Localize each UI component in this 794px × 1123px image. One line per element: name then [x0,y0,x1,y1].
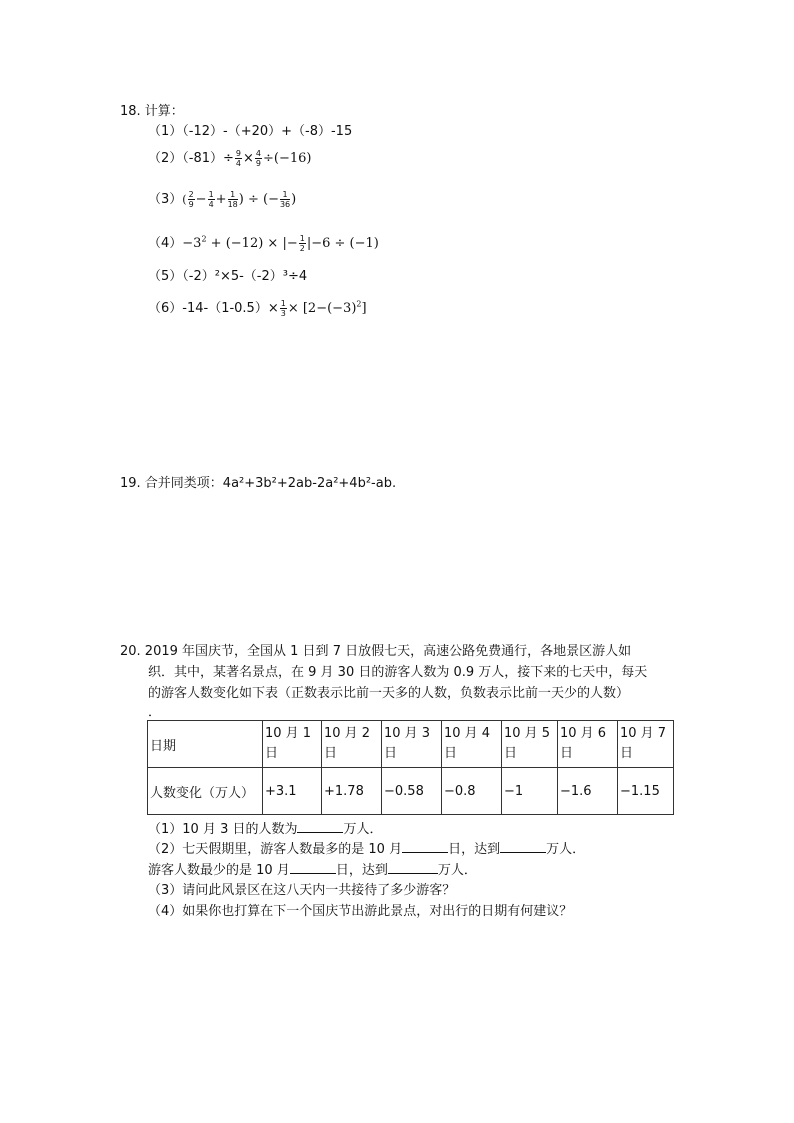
fraction: $\frac{1}{18}$ [227,190,238,209]
table-row [148,768,674,815]
q18-item-4-part1: −3 [182,236,202,251]
q20-sub-3: （3）请问此风景区在这八天内一共接待了多少游客？ [148,883,456,898]
q18-item-6-prefix: （6）-14-（1-0.5）× [148,301,279,316]
q20-sub-1 [148,818,383,837]
table-cell: 10 月 7 日 [618,721,674,768]
q20-sub-2 [148,838,585,857]
exponent: 2 [201,234,207,244]
table-cell: −1.6 [558,768,618,815]
q20-sub-2-min-text: 游客人数最少的是 10 月 [148,863,290,878]
q18-item-2 [148,147,311,168]
q20-sub-2-min-reach: 日，达到 [335,863,388,878]
table-cell: 10 月 6 日 [558,721,618,768]
minus-sign: − [195,192,207,207]
table-cell: −0.8 [442,768,502,815]
q20-sub-1-text: （1）10 月 3 日的人数为 [148,822,298,837]
q18-item-5: （5）（-2）²×5-（-2）³÷4 [148,269,308,284]
table-cell: 10 月 1 日 [263,721,322,768]
answer-blank[interactable] [402,840,448,853]
table-header-change: 人数变化（万人） [148,768,263,815]
times-sign: × [243,151,254,166]
exponent: 2 [356,299,362,309]
q18-item-2-prefix: （2）（-81）÷ [148,151,234,166]
table-cell: 10 月 3 日 [382,721,442,768]
table-cell: −1.15 [618,768,674,815]
close-bracket: ] [361,301,367,316]
fraction: $\frac{1}{3}$ [280,299,286,318]
fraction: $\frac{2}{9}$ [188,190,194,209]
q20-line-1: 20. 2019 年国庆节，全国从 1 日到 7 日放假七天，高速公路免费通行，各地景区游人如 [120,644,632,659]
q20-line-4: ． [148,705,162,720]
table-cell: 10 月 5 日 [502,721,558,768]
q18-item-4-part3: |−6 ÷ (−1) [306,236,379,251]
table-cell: 10 月 4 日 [442,721,502,768]
q20-sub-2-text: （2）七天假期里，游客人数最多的是 10 月 [148,842,403,857]
table-cell: −1 [502,768,558,815]
fraction: $\frac{1}{36}$ [279,190,291,209]
table-cell: −0.58 [382,768,442,815]
q18-item-6 [148,297,367,318]
q20-sub-2-unit: 万人． [546,842,586,857]
q18-item-6-rest: × [2−(−3) [287,301,357,316]
q18-item-4 [148,232,379,253]
fraction: $\frac{1}{4}$ [208,190,214,209]
plus-sign: + [215,192,227,207]
q18-item-1: （1）（-12）-（+20）+（-8）-15 [148,124,353,139]
q18-item-3-label: （3） [148,192,183,207]
answer-blank[interactable] [388,861,438,874]
answer-blank[interactable] [297,820,343,833]
table-row [148,721,674,768]
fraction: $\frac{1}{2}$ [299,234,305,253]
q20-line-3: 的游客人数变化如下表（正数表示比前一天多的人数，负数表示比前一天少的人数） [148,686,630,701]
q20-sub-2-min-unit: 万人． [437,863,477,878]
answer-blank[interactable] [290,861,336,874]
q20-sub-1-unit: 万人． [343,822,383,837]
q18-heading: 18. 计算： [120,104,184,119]
q20-sub-2-reach: 日，达到 [448,842,501,857]
q18-item-4-label: （4） [148,236,183,251]
table-cell: 10 月 2 日 [322,721,382,768]
fraction: $\frac{4}{9}$ [255,149,261,168]
q18-item-2-rest: ÷(−16) [263,151,312,166]
q19-text: 19. 合并同类项：4a²+3b²+2ab-2a²+4b²-ab. [120,476,397,491]
q18-item-3: （3）( $\frac{2}{9}$ − $\frac{1}{4}$ + $\frac{1}{18}$ ) ÷ (− $\frac{1}{36}$ ) [148,190,297,209]
divide-sign: ) ÷ (− [238,192,279,207]
q20-sub-2-min [148,859,477,878]
answer-blank[interactable] [500,840,546,853]
table-cell: +1.78 [322,768,382,815]
q18-item-4-part2: + (−12) × |− [206,236,298,251]
fraction: $\frac{9}{4}$ [235,149,241,168]
q20-sub-4: （4）如果你也打算在下一个国庆节出游此景点，对出行的日期有何建议？ [148,904,573,919]
q20-line-2: 织．其中，某著名景点，在 9 月 30 日的游客人数为 0.9 万人，接下来的七天中，每天 [148,665,648,680]
visitor-change-table [147,720,674,815]
close-paren: ) [291,192,297,207]
table-cell: +3.1 [263,768,322,815]
table-header-date: 日期 [148,721,263,768]
